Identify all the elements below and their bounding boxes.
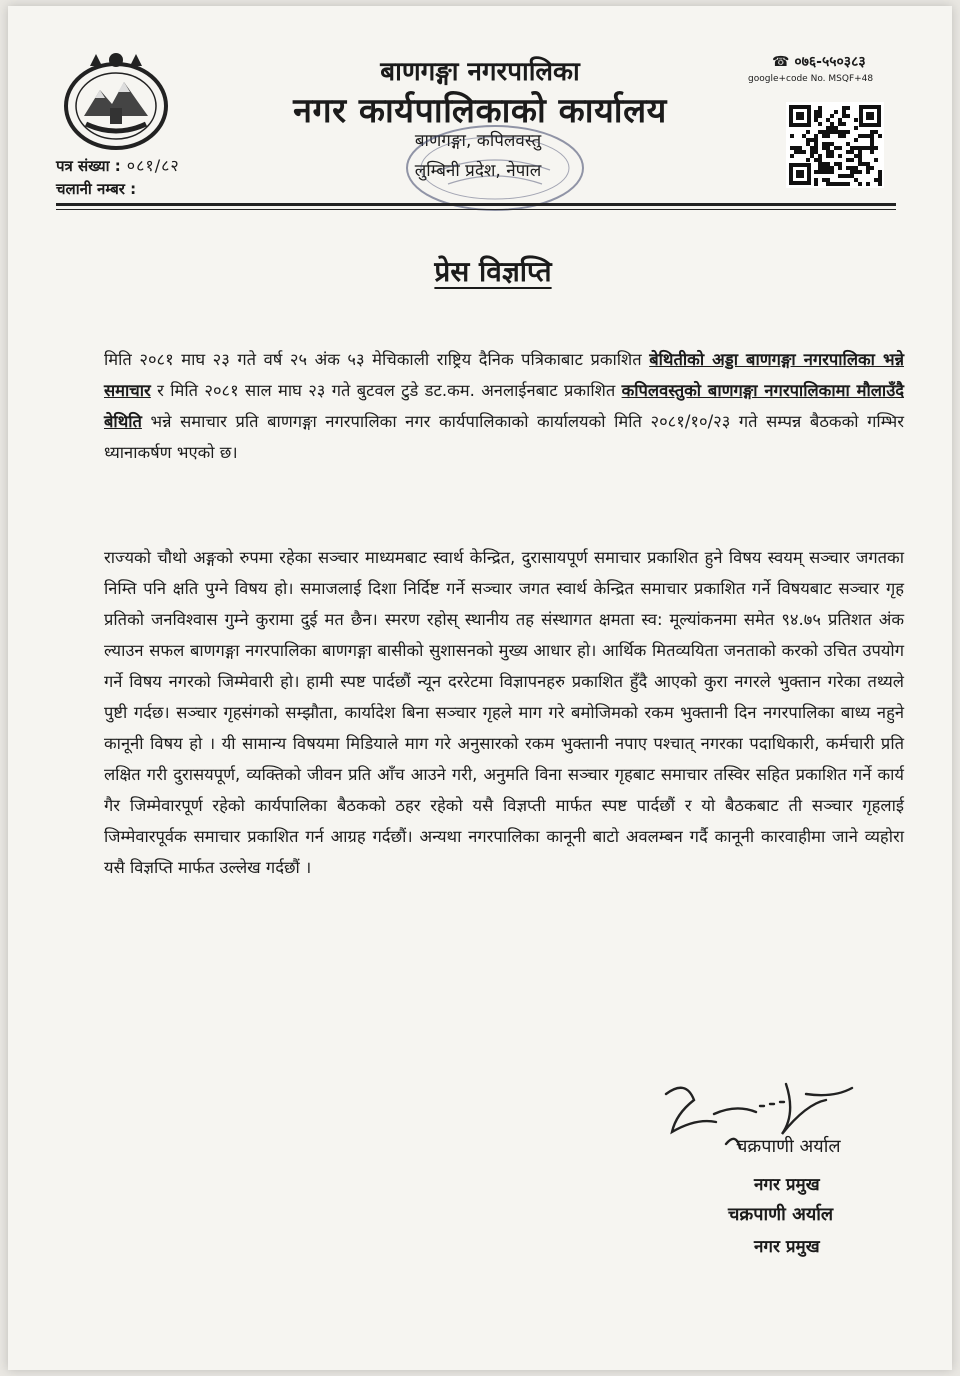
paragraph-1-text-c: भन्ने समाचार प्रति बाणगङ्गा नगरपालिका नगर कार्यपालिकाको कार्यालयको मिति २०८१/१०/२३ गते सम्पन्न बैठकको गम्भिर ध्यानाकर्षण भएको छ। <box>104 412 904 462</box>
press-release-page <box>8 6 952 1370</box>
header-rule-thin <box>56 209 896 210</box>
office-name: नगर कार्यपालिकाको कार्यालय <box>293 91 667 131</box>
letter-number-label: पत्र संख्या : <box>56 157 121 175</box>
paragraph-1 <box>104 344 904 468</box>
address-line-2: लुम्बिनी प्रदेश, नेपाल <box>414 161 542 181</box>
signatory-name: चक्रपाणी अर्याल <box>728 1204 834 1225</box>
nepal-government-emblem <box>60 46 172 154</box>
phone-number: ☎ ०७६-५५०३८३ <box>772 54 866 70</box>
paragraph-1-text-a: मिति २०८१ माघ २३ गते वर्ष २५ अंक ५३ मेचिकाली राष्ट्रिय दैनिक पत्रिकाबाट प्रकाशित <box>104 350 650 369</box>
paragraph-2: राज्यको चौथो अङ्गको रुपमा रहेका सञ्चार माध्यमबाट स्वार्थ केन्द्रित, दुरासायपूर्ण समाचार प्रकाशित हुने विषय स्वयम् सञ्चार जगतका निम्ति पनि क्षति पुग्ने विषय हो। समाजलाई दिशा निर्दिष्ट गर्ने सञ्चार जगत स्वार्थ केन्द्रित समाचार प्रकाशित गर्ने विषयबाट सञ्चार गृह प्रतिको जनविश्वास गुम्ने कुरामा दुई मत छैन। स्मरण रहोस् स्थानीय तह संस्थागत क्षमता स्व: मूल्यांकनमा समेत ९४.७५ प्रतिशत अंक ल्याउन सफल बाणगङ्गा नगरपालिका बाणगङ्गा बासीको सुशासनको मुख्य आधार हो। आर्थिक मितव्ययिता जनताको करको उचित उपयोग गर्ने विषय नगरको जिम्मेवारी हो। हामी स्पष्ट पार्दछौं न्यून दररेटमा विज्ञापनहरु प्रकाशित हुँदै आएको कुरा नगरले भुक्तान गरेका तथ्यले पुष्टी गर्दछ। सञ्चार गृहसंगको सम्झौता, कार्यादेश बिना सञ्चार गृहले माग गरे बमोजिमको रकम भुक्तानी दिन नगरपालिका बाध्य नहुने कानूनी विषय हो । यी सामान्य विषयमा मिडियाले माग गरे अनुसारको रकम भुक्तानी नपाए पश्चात् नगरका पदाधिकारी, कर्मचारी प्रति लक्षित गरी दुरासयपूर्ण, व्यक्तिको जीवन प्रति आँच आउने गरी, अनुमति विना सञ्चार गृहबाट समाचार तस्विर सहित प्रकाशित गर्ने कार्य गैर जिम्मेवारपूर्ण रहेको कार्यपालिका बैठकको ठहर रहेको यसै विज्ञप्ती मार्फत स्पष्ट पार्दछौं र यो बैठकबाट ती सञ्चार गृहलाई जिम्मेवारपूर्वक समाचार प्रकाशित गर्न आग्रह गर्दछौं। अन्यथा नगरपालिका कानूनी बाटो अवलम्बन गर्दै कानूनी कारवाहीमा जाने व्यहोरा यसै विज्ञप्ति मार्फत उल्लेख गर्दछौं । <box>104 548 904 877</box>
signatory-role: नगर प्रमुख <box>754 1237 820 1257</box>
signatory-handwritten-role: नगर प्रमुख <box>754 1175 820 1195</box>
signatory-handwritten-name: चक्रपाणी अर्याल <box>736 1136 841 1157</box>
header-rule-thick <box>56 203 896 206</box>
letter-number <box>56 154 180 176</box>
letter-number-value: ०८१/८२ <box>126 156 180 175</box>
paragraph-1-text-b: र मिति २०८१ साल माघ २३ गते बुटवल टुडे डट.कम. अनलाईनबाट प्रकाशित <box>150 381 622 400</box>
municipality-name: बाणगङ्गा नगरपालिका <box>380 57 580 87</box>
dispatch-number-label: चलानी नम्बर : <box>56 180 137 198</box>
address-line-1: बाणगङ्गा, कपिलवस्तु <box>414 131 542 151</box>
headline-reference-2: कपिलवस्तुको बाणगङ्गा नगरपालिकामा मौलाउँदै बेथिति <box>104 381 904 431</box>
google-plus-code: google+code No. MSQF+48 <box>748 74 874 84</box>
qr-code <box>786 102 884 188</box>
page-title: प्रेस विज्ञप्ति <box>434 255 552 288</box>
office-stamp <box>400 120 590 216</box>
headline-reference-1: बेथितीको अड्डा बाणगङ्गा नगरपालिका भन्ने समाचार <box>104 350 904 400</box>
